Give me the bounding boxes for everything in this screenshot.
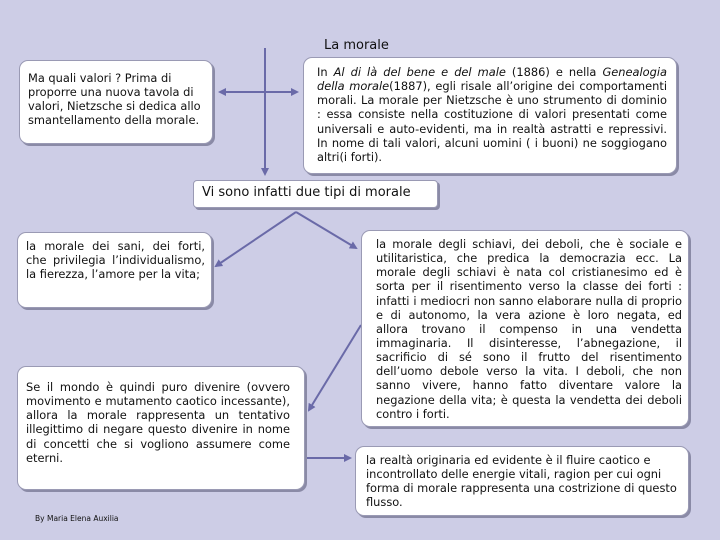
morale-sani-text: la morale dei sani, dei forti, che privilegia l’individualismo, la fierezza, l’amore per la vita; (26, 239, 205, 282)
history-text-1: In (317, 65, 334, 79)
arrow-to-sani (216, 212, 296, 266)
morale-schiavi-text: la morale degli schiavi, dei deboli, che è sociale e utilitaristica, che predica la democrazia ecc. La morale degli schiavi è nata col cristianesimo ed è sorta per il risentimento verso la classe dei forti : infatti i mediocri non sanno elaborare nulla di proprio e di autonomo, la vera azione è loro negata, ed allora trovano il compenso in una vendetta immaginaria. Il disinteresse, l’abnegazione, il sacrificio di sé sono il frutto del risentimento dell’uomo debole verso la vita. I deboli, che non sanno vivere, hanno fatto diventare valore la negazione della vita; è questa la vendetta dei deboli contro i forti. (376, 237, 682, 421)
page-title: La morale (324, 38, 389, 53)
book-title-1: Al di là del bene e del male (333, 65, 506, 79)
arrow-schiavi-to-divenire (309, 325, 361, 410)
author-credit: By Maria Elena Auxilia (35, 514, 119, 523)
two-types-box (193, 180, 438, 208)
history-text-3: (1887), egli risale all’origine dei comportamenti morali. La morale per Nietzsche è uno strumento di dominio : essa consiste nella costituzione di valori presentati come universali e auto-evidenti, ma in realtà astratti e repressivi. In nome di tali valori, alcuni uomini ( i buoni) ne soggiogano altri(i forti). (317, 79, 667, 164)
flusso-text: la realtà originaria ed evidente è il fluire caotico e incontrollato delle energie vitali, ragion per cui ogni forma di morale rappresenta una costrizione di questo flusso. (366, 453, 677, 510)
morale-schiavi-box (361, 230, 689, 427)
question-box (19, 60, 213, 144)
flusso-box (355, 446, 689, 516)
morale-sani-box (17, 232, 212, 308)
arrow-to-schiavi (296, 212, 356, 248)
question-text: Ma quali valori ? Prima di proporre una nuova tavola di valori, Nietzsche si dedica allo smantellamento della morale. (28, 71, 201, 128)
two-types-text: Vi sono infatti due tipi di morale (202, 185, 411, 200)
history-text-2: (1886) e nella (505, 65, 603, 79)
divenire-box (17, 366, 305, 490)
divenire-text: Se il mondo è quindi puro divenire (ovvero movimento e mutamento caotico incessante), allora la morale rappresenta un tentativo illegittimo di negare questo divenire in nome di concetti che si vogliono assumere come eterni. (26, 380, 290, 465)
book-title-2: Genealogia della morale (317, 65, 668, 94)
history-box (303, 57, 677, 174)
